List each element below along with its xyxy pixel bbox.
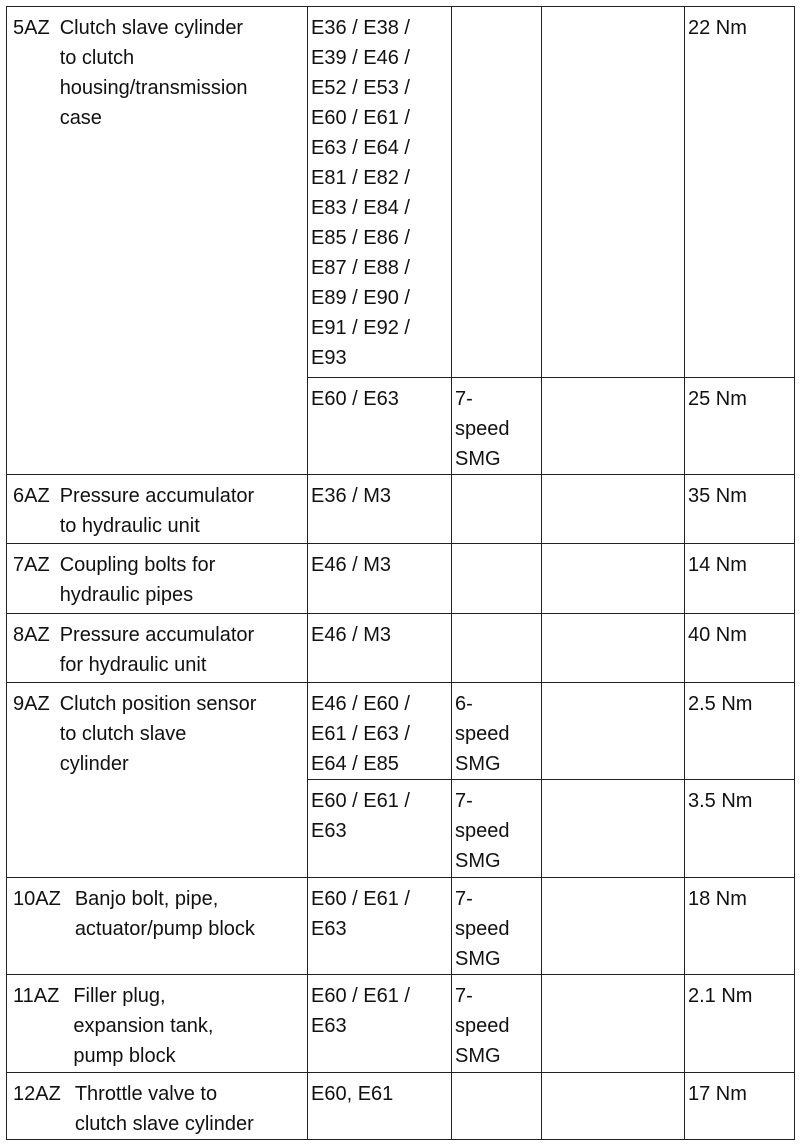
model-cell [308,1072,452,1139]
torque-cell: 25 Nm [685,377,795,474]
item-cell [7,544,308,613]
transmission-cell [452,7,542,378]
item [13,981,303,1071]
table-row [7,1072,795,1139]
torque-cell: 14 Nm [685,544,795,613]
item-code: 6AZ [13,485,50,508]
item-cell [7,613,308,682]
transmission-line: speed [455,417,510,440]
transmission-line: 6- [455,692,473,715]
model-line: E63 [311,917,347,940]
transmission-cell [452,613,542,682]
model-line: E46 / M3 [311,623,392,646]
model-line: E36 / M3 [311,485,392,508]
model-cell [308,475,452,544]
description-line: cylinder [59,752,129,775]
extra-cell [542,613,685,682]
description-line: Pressure accumulator [59,623,255,646]
item [13,13,303,133]
model-line: E52 / E53 / [311,77,410,99]
model-line: E93 [311,347,347,369]
model-line: E63 / E64 / [311,137,410,159]
model-line: E60 / E61 / [311,887,410,910]
model-line: E60, E61 [311,1082,394,1105]
item [13,884,303,944]
extra-cell [542,877,685,974]
item-cell [7,877,308,974]
description-line: expansion tank, [73,1015,214,1038]
model-line: E91 / E92 / [311,317,410,339]
item-description [60,689,303,779]
model-line: E39 / E46 / [311,47,410,69]
model-line: E83 / E84 / [311,197,410,219]
transmission-line: 7- [455,387,473,410]
model-line: E63 [311,820,347,843]
model-cell [308,544,452,613]
description-line: housing/transmission [59,77,248,99]
model-cell [308,7,452,378]
transmission-line: SMG [455,752,501,775]
item-cell [7,7,308,475]
extra-cell [542,544,685,613]
item-description [75,1079,303,1139]
transmission-cell [452,877,542,974]
item [13,689,303,779]
transmission-cell [452,682,542,779]
model-cell [308,877,452,974]
transmission-line: speed [455,820,510,843]
model-cell [308,377,452,474]
torque-cell: 22 Nm [685,7,795,378]
description-line: case [59,107,102,129]
torque-cell: 2.1 Nm [685,975,795,1072]
description-line: Coupling bolts for [59,554,216,577]
extra-cell [542,975,685,1072]
item-description [60,481,303,541]
description-line: Clutch position sensor [59,692,257,715]
torque-cell: 17 Nm [685,1072,795,1139]
table-row [7,544,795,613]
transmission-cell [452,975,542,1072]
description-line: Clutch slave cylinder [59,17,244,39]
table-row [7,877,795,974]
item-cell [7,682,308,877]
torque-cell: 18 Nm [685,877,795,974]
transmission-cell [452,544,542,613]
transmission-cell [452,377,542,474]
extra-cell [542,682,685,779]
torque-cell: 35 Nm [685,475,795,544]
description-line: to clutch slave [59,722,187,745]
item [13,1079,303,1139]
item-code: 11AZ [13,985,60,1008]
model-line: E61 / E63 / [311,722,410,745]
model-line: E60 / E61 / [311,985,410,1008]
item-description [73,981,303,1071]
model-cell [308,780,452,877]
model-cell [308,682,452,779]
description-line: to hydraulic unit [59,515,200,538]
transmission-cell [452,475,542,544]
transmission-line: SMG [455,447,501,470]
model-line: E60 / E61 / [311,790,410,813]
item-code: 7AZ [13,554,50,577]
transmission-line: speed [455,917,510,940]
transmission-line: 7- [455,887,473,910]
item-cell [7,975,308,1072]
table-row [7,475,795,544]
item [13,481,303,541]
description-line: actuator/pump block [74,917,255,940]
item-code: 9AZ [13,692,50,715]
model-line: E87 / E88 / [311,257,410,279]
extra-cell [542,7,685,378]
extra-cell [542,1072,685,1139]
item-cell [7,475,308,544]
transmission-line: SMG [455,850,501,873]
transmission-line: speed [455,722,510,745]
description-line: for hydraulic unit [59,653,207,676]
transmission-cell [452,780,542,877]
model-line: E89 / E90 / [311,287,410,309]
model-line: E46 / M3 [311,554,392,577]
model-line: E64 / E85 [311,752,399,775]
description-line: Pressure accumulator [59,485,255,508]
description-line: clutch slave cylinder [74,1112,254,1135]
model-line: E60 / E61 / [311,107,410,129]
description-line: Throttle valve to [74,1082,218,1105]
table-row [7,613,795,682]
item-description [60,13,303,133]
item-code: 5AZ [13,17,50,39]
description-line: Banjo bolt, pipe, [74,887,219,910]
torque-cell: 40 Nm [685,613,795,682]
table-row [7,975,795,1072]
torque-cell: 2.5 Nm [685,682,795,779]
model-line: E60 / E63 [311,387,399,410]
table-row [7,682,795,779]
item-code: 10AZ [13,887,61,910]
item [13,620,303,680]
model-cell [308,613,452,682]
transmission-line: speed [455,1015,510,1038]
model-line: E85 / E86 / [311,227,410,249]
item-code: 8AZ [13,623,50,646]
description-line: pump block [73,1045,176,1068]
transmission-line: 7- [455,790,473,813]
extra-cell [542,475,685,544]
torque-specification-table [6,6,795,1140]
transmission-line: SMG [455,1045,501,1068]
extra-cell [542,780,685,877]
description-line: to clutch [59,47,135,69]
model-line: E81 / E82 / [311,167,410,189]
transmission-line: 7- [455,985,473,1008]
item [13,550,303,610]
description-line: Filler plug, [73,985,166,1008]
extra-cell [542,377,685,474]
item-code: 12AZ [13,1082,61,1105]
model-line: E63 [311,1015,347,1038]
model-line: E36 / E38 / [311,17,410,39]
model-line: E46 / E60 / [311,692,410,715]
transmission-line: SMG [455,947,501,970]
transmission-cell [452,1072,542,1139]
torque-cell: 3.5 Nm [685,780,795,877]
item-description [60,620,303,680]
model-cell [308,975,452,1072]
item-description [75,884,303,944]
description-line: hydraulic pipes [59,584,194,607]
item-description [60,550,303,610]
item-cell [7,1072,308,1139]
table-row [7,7,795,378]
